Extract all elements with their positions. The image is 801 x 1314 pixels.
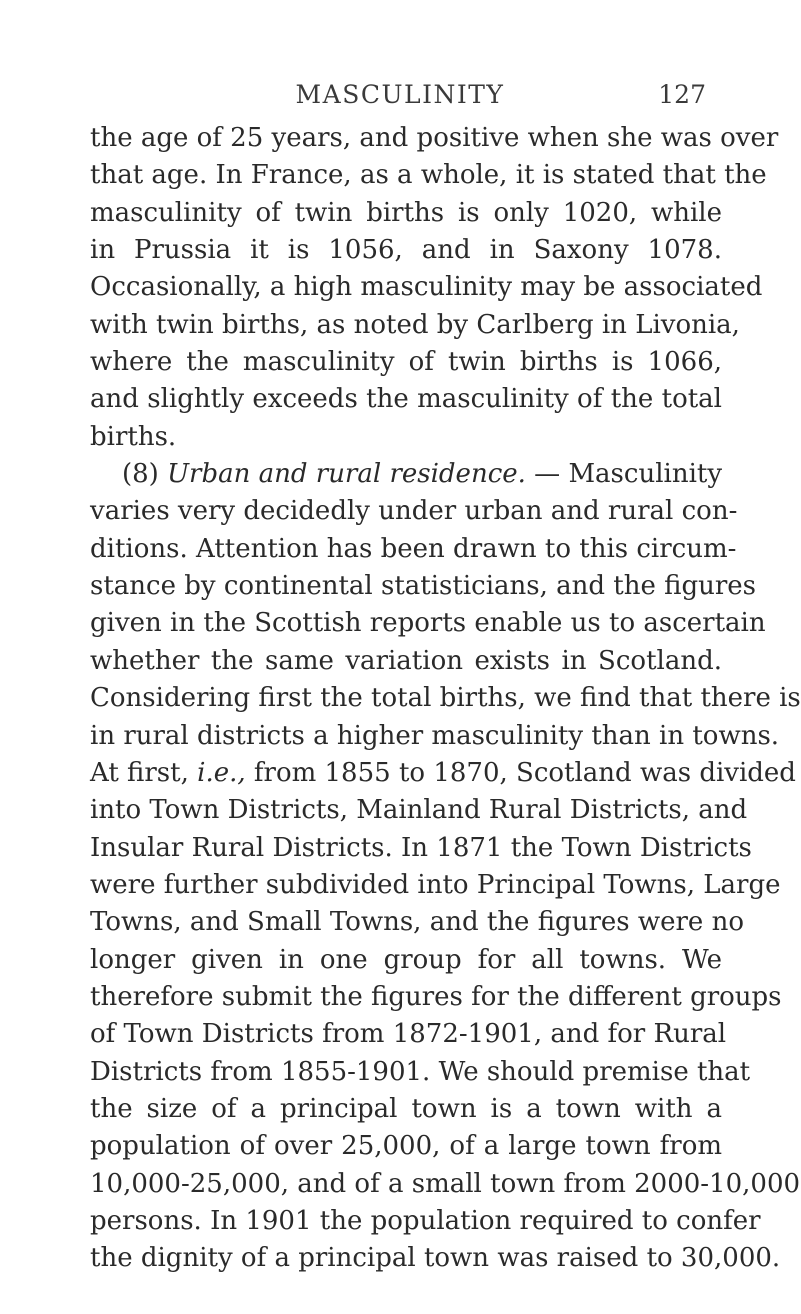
text-line: varies very decidedly under urban and rural con-: [90, 496, 738, 527]
text-line: and slightly exceeds the masculinity of the total: [90, 384, 722, 415]
text-line: were further subdivided into Principal Towns, Large: [90, 869, 781, 900]
text-line: Considering first the total births, we find that there is: [90, 683, 801, 714]
section-dash: —: [534, 459, 561, 490]
text-line: whether the same variation exists in Scotland.: [90, 645, 722, 676]
body-text: [90, 120, 801, 1278]
section-rest: Masculinity: [568, 459, 723, 490]
text-line: the size of a principal town is a town with a: [90, 1093, 722, 1124]
running-title: MASCULINITY: [295, 80, 505, 109]
text-line: of Town Districts from 1872-1901, and for Rural: [90, 1019, 727, 1050]
page-header: [0, 80, 800, 120]
section-heading: Urban and rural residence.: [167, 459, 526, 490]
ie-after: from 1855 to 1870, Scotland was divided: [253, 757, 796, 788]
text-line: Occasionally, a high masculinity may be associated: [90, 272, 763, 303]
text-line: ditions. Attention has been drawn to this circum-: [90, 533, 737, 564]
section-number: (8): [122, 459, 159, 490]
text-line: into Town Districts, Mainland Rural Districts, and: [90, 795, 748, 826]
text-line: the dignity of a principal town was raised to 30,000.: [90, 1243, 781, 1274]
ie-before: At first,: [90, 757, 189, 788]
text-line: in rural districts a higher masculinity than in towns.: [90, 720, 780, 751]
page-number: 127: [658, 80, 706, 109]
text-line: births.: [90, 421, 177, 452]
text-line: where the masculinity of twin births is 1066,: [90, 347, 722, 378]
text-line: therefore submit the figures for the different groups: [90, 981, 782, 1012]
ie-abbrev: i.e.,: [197, 757, 246, 788]
text-line: given in the Scottish reports enable us to ascertain: [90, 608, 766, 639]
text-line: stance by continental statisticians, and the figures: [90, 571, 757, 602]
text-line: the age of 25 years, and positive when she was over: [90, 123, 779, 153]
text-line: that age. In France, as a whole, it is stated that the: [90, 160, 767, 191]
ie-line: [90, 755, 796, 792]
text-line: Districts from 1855-1901. We should premise that: [90, 1056, 751, 1087]
text-line: Insular Rural Districts. In 1871 the Town Districts: [90, 832, 752, 863]
text-line: longer given in one group for all towns. We: [90, 944, 722, 975]
text-line: in Prussia it is 1056, and in Saxony 1078.: [90, 235, 722, 266]
text-line: masculinity of twin births is only 1020, while: [90, 197, 722, 228]
text-line: population of over 25,000, of a large town from: [90, 1131, 722, 1162]
text-line: with twin births, as noted by Carlberg in Livonia,: [90, 309, 740, 340]
text-line: 10,000-25,000, and of a small town from 2000-10,000: [90, 1168, 801, 1199]
text-line: persons. In 1901 the population required to confer: [90, 1205, 761, 1236]
section-heading-line: [90, 456, 722, 493]
text-line: Towns, and Small Towns, and the figures were no: [90, 907, 744, 938]
